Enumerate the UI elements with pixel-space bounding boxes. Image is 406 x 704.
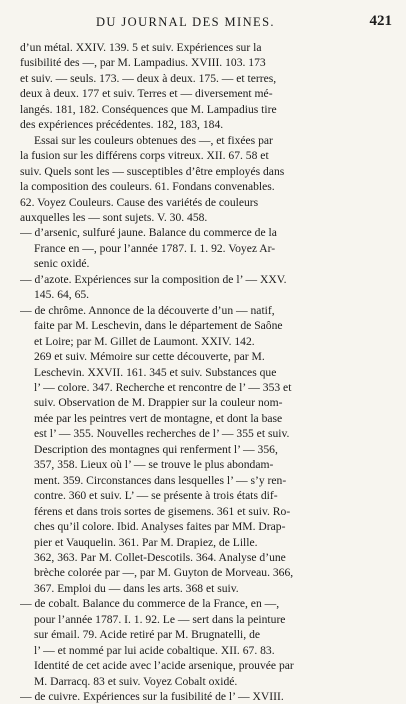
text-line: 269 et suiv. Mémoire sur cette découverte, par M. bbox=[34, 350, 265, 364]
index-entry-line: — de chrôme. Annonce de la découverte d’un — natif, bbox=[20, 303, 275, 317]
index-text bbox=[20, 40, 401, 704]
text-line: fusibilité des —, par M. Lampadius. XVIII. 103. 173 bbox=[20, 56, 266, 70]
text-line: l’ — colore. 347. Recherche et rencontre de l’ — 353 et bbox=[34, 380, 292, 394]
text-line: 362, 363. Par M. Collet-Descotils. 364. Analyse d’une bbox=[34, 550, 286, 564]
page-header bbox=[24, 13, 394, 35]
text-line: deux à deux. 177 et suiv. Terres et — diversement mé- bbox=[20, 87, 273, 101]
text-line: langés. 181, 182. Conséquences que M. Lampadius tire bbox=[20, 102, 277, 116]
text-line: pier et Vauquelin. 361. Par M. Drapiez, de Lille. bbox=[34, 535, 258, 549]
text-line: Essai sur les couleurs obtenues des —, et fixées par bbox=[34, 133, 273, 147]
text-line: 62. Voyez Couleurs. Cause des variétés de couleurs bbox=[20, 195, 259, 209]
text-line: France en —, pour l’année 1787. I. 1. 92. Voyez Ar- bbox=[34, 241, 276, 255]
text-line: Identité de cet acide avec l’acide arsenique, prouvée par bbox=[34, 659, 294, 673]
text-line: la composition des couleurs. 61. Fondans convenables. bbox=[20, 180, 275, 194]
text-line: M. Darracq. 83 et suiv. Voyez Cobalt oxidé. bbox=[34, 674, 238, 688]
text-line: contre. 360 et suiv. L’ — se présente à trois états dif- bbox=[34, 489, 278, 503]
running-title: DU JOURNAL DES MINES. bbox=[96, 15, 275, 29]
text-line: pour l’année 1787. I. 1. 92. Le — sert dans la peinture bbox=[34, 612, 286, 626]
text-line: 357, 358. Lieux où l’ — se trouve le plus abondam- bbox=[34, 458, 274, 472]
text-line: mée par les peintres vert de montagne, et dont la base bbox=[34, 411, 283, 425]
text-line: ment. 359. Circonstances dans lesquelles l’ — s’y ren- bbox=[34, 473, 287, 487]
text-line: 145. 64, 65. bbox=[34, 288, 90, 302]
text-line: et Loire; par M. Gillet de Laumont. XXIV. 142. bbox=[34, 334, 255, 348]
text-line: Description des montagnes qui renferment l’ — 356, bbox=[34, 442, 278, 456]
text-line: ches qu’il colore. Ibid. Analyses faites par MM. Drap- bbox=[34, 520, 286, 534]
text-line: Leschevin. XXVII. 161. 345 et suiv. Substances que bbox=[34, 365, 277, 379]
index-entry-line: — de cobalt. Balance du commerce de la France, en —, bbox=[20, 597, 280, 611]
index-entry-line: — d’arsenic, sulfuré jaune. Balance du commerce de la bbox=[20, 226, 277, 240]
text-line: d’un métal. XXIV. 139. 5 et suiv. Expériences sur la bbox=[20, 41, 262, 54]
page-number: 421 bbox=[369, 13, 392, 29]
text-line: 367. Emploi du — dans les arts. 368 et suiv. bbox=[34, 581, 239, 595]
index-entry-line: — de cuivre. Expériences sur la fusibilité de l’ — XVIII. bbox=[20, 690, 284, 704]
text-line: des expériences précédentes. 182, 183, 184. bbox=[20, 118, 224, 132]
text-line: est l’ — 355. Nouvelles recherches de l’ — 355 et suiv. bbox=[34, 427, 290, 441]
text-line: senic oxidé. bbox=[34, 257, 90, 271]
text-line: férens et dans trois sortes de gisemens. 361 et suiv. Ro- bbox=[34, 504, 291, 518]
text-line: faite par M. Leschevin, dans le département de Saône bbox=[34, 319, 283, 333]
text-line: la fusion sur les différens corps vitreux. XII. 67. 58 et bbox=[20, 149, 269, 163]
text-line: sur émail. 79. Acide retiré par M. Brugnatelli, de bbox=[34, 628, 261, 642]
text-line: brèche colorée par —, par M. Guyton de Morveau. 366, bbox=[34, 566, 294, 580]
text-line: et suiv. — seuls. 173. — deux à deux. 175. — et terres, bbox=[20, 71, 277, 85]
text-line: suiv. Quels sont les — susceptibles d’être employés dans bbox=[20, 164, 285, 178]
index-entry-line: — d’azote. Expériences sur la composition de l’ — XXV. bbox=[20, 272, 287, 286]
text-line: l’ — et nommé par lui acide cobaltique. XII. 67. 83. bbox=[34, 643, 275, 657]
text-line: suiv. Observation de M. Drappier sur la couleur nom- bbox=[34, 396, 283, 410]
text-line: auxquelles les — sont sujets. V. 30. 458. bbox=[20, 210, 208, 224]
